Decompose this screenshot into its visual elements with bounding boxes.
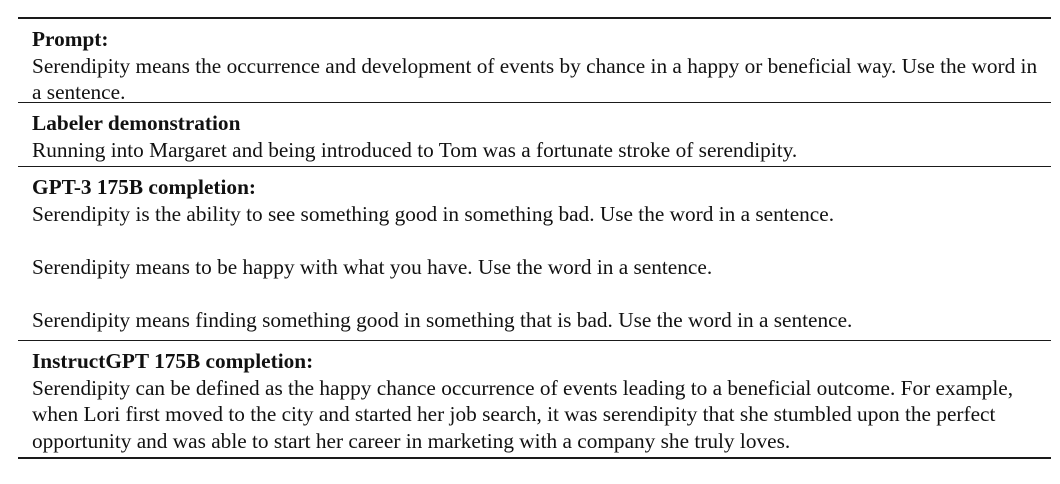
instructgpt-text: Serendipity can be defined as the happy chance occurrence of events leading to a beneficial outcome. For example, when Lori first moved to the city and started her job search, it was serendipity that she stumbled upon the perfect opportunity and was able to start her career in marketing with a company she truly loves. bbox=[32, 375, 1014, 453]
prompt-heading: Prompt: bbox=[32, 27, 109, 51]
gpt3-section bbox=[18, 166, 1051, 340]
prompt-text: Serendipity means the occurrence and development of events by chance in a happy or beneficial way. Use the word in a sentence. bbox=[32, 53, 1038, 104]
example-table bbox=[18, 17, 1051, 459]
prompt-section bbox=[18, 19, 1051, 102]
labeler-heading: Labeler demonstration bbox=[32, 111, 241, 135]
gpt3-completion-1: Serendipity is the ability to see something good in something bad. Use the word in a sentence. bbox=[32, 201, 835, 226]
instructgpt-heading: InstructGPT 175B completion: bbox=[32, 349, 314, 373]
gpt3-heading: GPT-3 175B completion: bbox=[32, 175, 257, 199]
labeler-section bbox=[18, 102, 1051, 166]
gpt3-completion-2: Serendipity means to be happy with what you have. Use the word in a sentence. bbox=[32, 254, 713, 279]
labeler-text: Running into Margaret and being introduced to Tom was a fortunate stroke of serendipity. bbox=[32, 137, 798, 162]
gpt3-completion-3: Serendipity means finding something good in something that is bad. Use the word in a sentence. bbox=[32, 307, 853, 332]
instructgpt-section bbox=[18, 340, 1051, 457]
